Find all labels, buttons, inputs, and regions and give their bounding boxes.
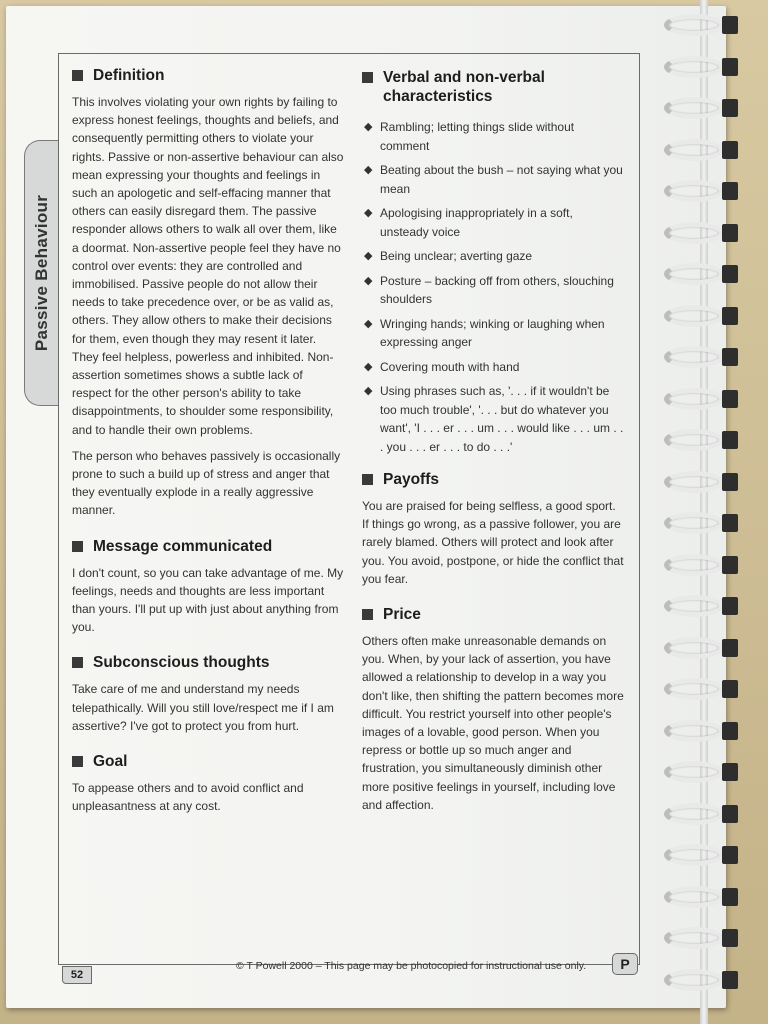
list-item: ◆ Using phrases such as, '. . . if it wouldn't be too much trouble', '. . . but do whatever you want', 'I . . . er . . . um . . . would like . . . um . . . you . . . er . . . to do . . .': [364, 384, 624, 454]
spiral-ring: [662, 550, 748, 580]
right-column: [362, 68, 624, 814]
diamond-bullet-icon: ◆: [364, 274, 373, 287]
spiral-ring: [662, 259, 748, 289]
diamond-bullet-icon: ◆: [364, 385, 373, 397]
spiral-ring: [662, 716, 748, 746]
list-item: ◆ Covering mouth with hand: [362, 358, 624, 377]
spiral-ring: [662, 301, 748, 331]
list-item: ◆ Posture – backing off from others, slouching shoulders: [364, 273, 614, 306]
list-item: ◆ Wringing hands; winking or laughing when expressing anger: [364, 316, 605, 349]
spiral-ring: [662, 384, 748, 414]
spiral-ring: [662, 135, 748, 165]
list-item: ◆ Beating about the bush – not saying what you mean: [364, 163, 623, 196]
diamond-bullet-icon: ◆: [364, 207, 373, 219]
goal-text: To appease others and to avoid conflict and unpleasantness at any cost.: [72, 781, 304, 814]
section-tab: [24, 140, 58, 406]
square-bullet-icon: [362, 609, 373, 620]
section-badge: P: [612, 953, 638, 975]
verbal-heading: Verbal and non-verbal characteristics: [362, 68, 624, 106]
spiral-ring: [662, 10, 748, 40]
diamond-bullet-icon: ◆: [364, 250, 373, 262]
goal-heading: Goal: [72, 752, 344, 771]
spiral-ring: [662, 757, 748, 787]
square-bullet-icon: [72, 70, 83, 81]
price-text: Others often make unreasonable demands on you. When, by your lack of assertion, you have allowed a relationship to develop in a way you don't like, then shifting the pattern becomes more difficult. You restrict yourself into other people's images of a lovable, good person. When you repress or bottle up so much anger and frustration, you simultaneously diminish other more positive feelings in yourself, including love and affection.: [362, 634, 624, 812]
spiral-ring: [662, 923, 748, 953]
spiral-ring: [662, 840, 748, 870]
square-bullet-icon: [362, 72, 373, 83]
diamond-bullet-icon: ◆: [364, 121, 373, 133]
spiral-ring: [662, 674, 748, 704]
subconscious-heading: Subconscious thoughts: [72, 653, 344, 672]
square-bullet-icon: [72, 657, 83, 668]
definition-paragraph-2: The person who behaves passively is occasionally prone to such a build up of stress and anger that they eventually explode in a really aggressive manner.: [72, 448, 341, 518]
spiral-ring: [662, 52, 748, 82]
spiral-ring: [662, 508, 748, 538]
spiral-ring: [662, 467, 748, 497]
payoffs-heading: Payoffs: [362, 470, 624, 489]
left-column: [72, 66, 344, 816]
payoffs-text: You are praised for being selfless, a good sport. If things go wrong, as a passive follower, you are rarely blamed. Others will protect and look after you. You avoid, postpone, or hide the conflict that you fear.: [362, 499, 624, 586]
spiral-ring: [662, 591, 748, 621]
list-item: ◆ Rambling; letting things slide without comment: [364, 120, 575, 153]
spiral-binding: [662, 10, 752, 1000]
square-bullet-icon: [362, 474, 373, 485]
copyright-notice: © T Powell 2000 – This page may be photocopied for instructional use only.: [236, 960, 587, 972]
spiral-ring: [662, 176, 748, 206]
spiral-ring: [662, 882, 748, 912]
list-item: ◆ Apologising inappropriately in a soft, unsteady voice: [364, 206, 573, 239]
message-text: I don't count, so you can take advantage of me. My feelings, needs and thoughts are less important than yours. I'll put up with just about anything from you.: [72, 565, 344, 635]
square-bullet-icon: [72, 756, 83, 767]
subconscious-text: Take care of me and understand my needs telepathically. Will you still love/respect me if I am assertive? I've got to protect you from hurt.: [72, 682, 334, 733]
section-tab-label: Passive Behaviour: [31, 194, 51, 352]
square-bullet-icon: [72, 541, 83, 552]
spiral-ring: [662, 218, 748, 248]
diamond-bullet-icon: ◆: [364, 360, 373, 373]
spiral-ring: [662, 425, 748, 455]
message-heading: Message communicated: [72, 537, 344, 556]
definition-paragraph-1: This involves violating your own rights by failing to express honest feelings, thoughts and beliefs, and consequently permitting others to violate your rights. Passive or non-assertive behaviour can also mean expressing your thoughts and feelings in such an apologetic and self-effacing manner that others can easily disregard them. The passive responder allows others to walk all over them, like a doormat. Non-assertive people feel they have no control over events: they are controlled and immobilised. Passive people do not allow their needs to take precedence over, or be as valid as, others. They allow others to make their decisions for them, even though they may resent it later. They feel helpless, powerless and inhibited. Non-assertion sometimes shows a subtle lack of respect for the other person's ability to take disappointments, to shoulder some responsibility, and to handle their own problems.: [72, 95, 344, 437]
spiral-ring: [662, 633, 748, 663]
diamond-bullet-icon: ◆: [364, 317, 373, 330]
diamond-bullet-icon: ◆: [364, 164, 373, 176]
spiral-ring: [662, 965, 748, 995]
price-heading: Price: [362, 605, 624, 624]
list-item: ◆ Being unclear; averting gaze: [362, 247, 624, 266]
spiral-ring: [662, 799, 748, 829]
verbal-list: [362, 118, 624, 456]
spiral-ring: [662, 342, 748, 372]
page-number: 52: [62, 966, 92, 984]
definition-heading: Definition: [72, 66, 344, 85]
spiral-ring: [662, 93, 748, 123]
